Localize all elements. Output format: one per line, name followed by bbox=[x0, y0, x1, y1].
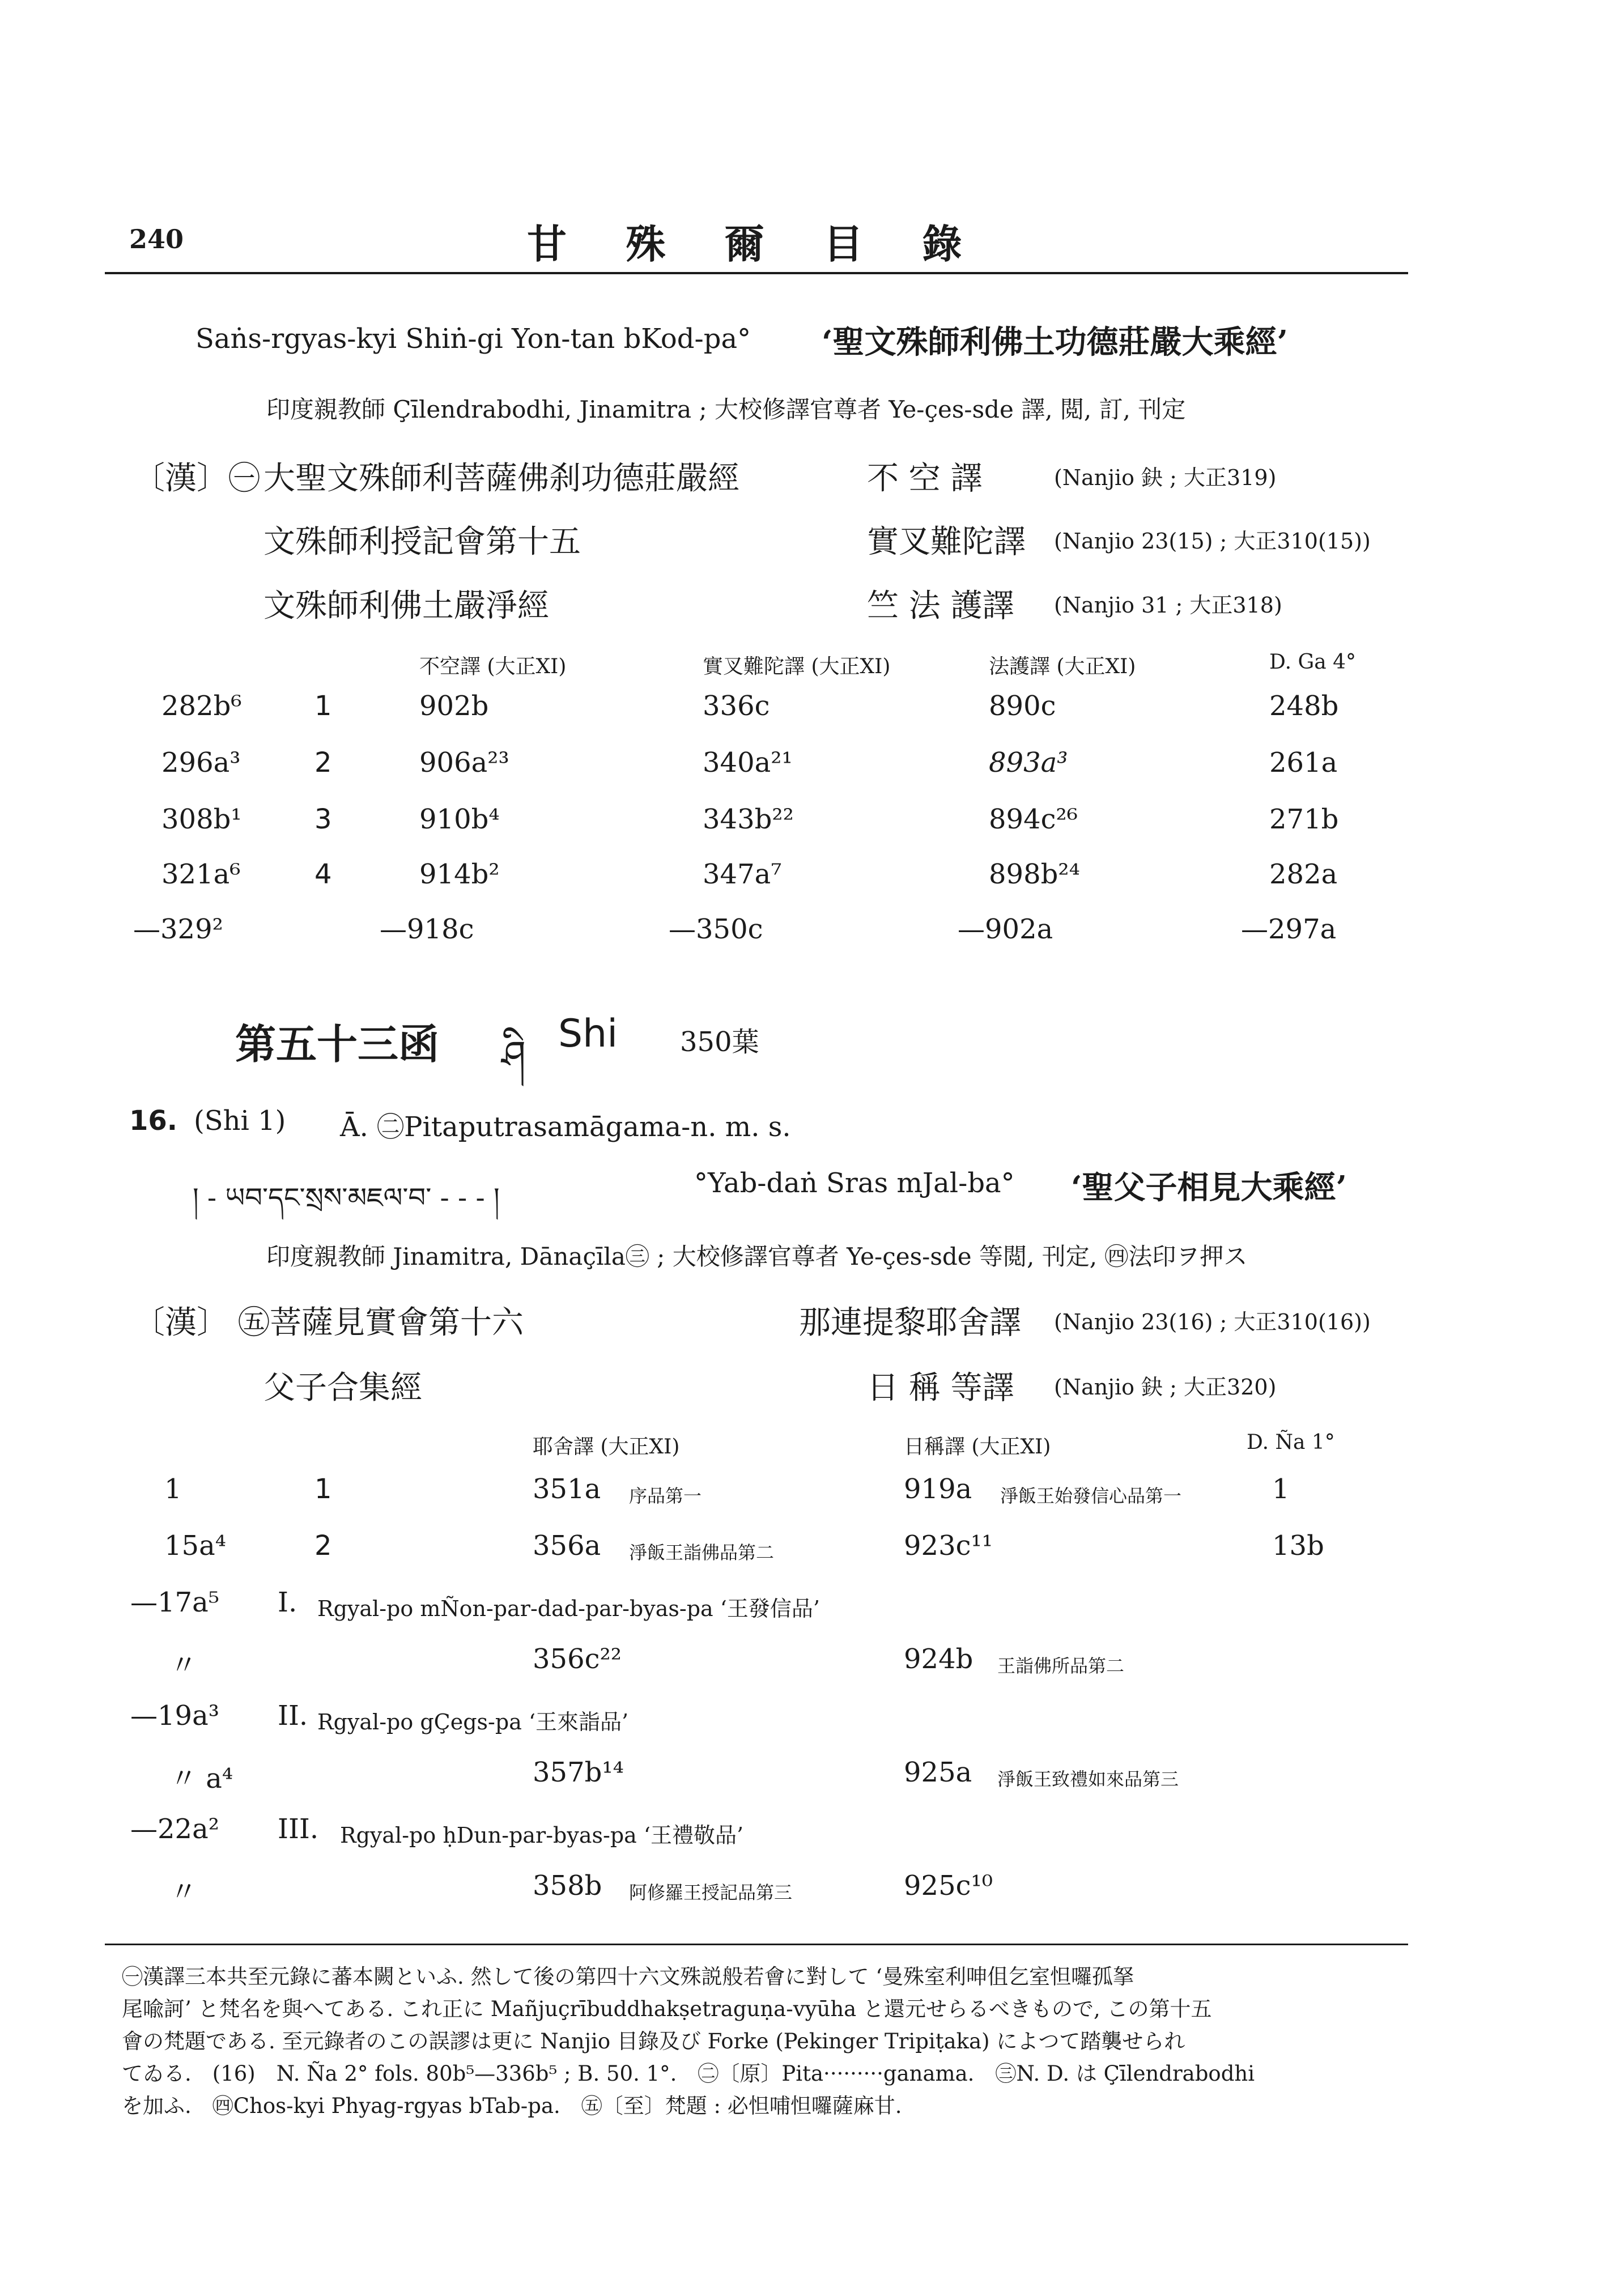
table-cell: 890c bbox=[989, 690, 1056, 722]
table-cell: 914b² bbox=[419, 858, 500, 890]
table-cell: —22a² bbox=[130, 1813, 219, 1845]
chinese-ref: (Nanjio 31 ; 大正318) bbox=[1054, 593, 1282, 618]
entry16-sanskrit-title: Ā. ㊁Pitaputrasamāgama-n. m. s. bbox=[340, 1111, 791, 1143]
table-note: 王詣佛所品第二 bbox=[997, 1655, 1125, 1677]
table-cell: —297a bbox=[1241, 913, 1337, 945]
chinese-ref: (Nanjio 23(15) ; 大正310(15)) bbox=[1054, 529, 1371, 554]
table-cell: 〃 bbox=[170, 1649, 198, 1681]
table-cell: 925c¹⁰ bbox=[904, 1870, 993, 1902]
entry16-translators: 印度親教師 Jinamitra, Dānaçīla㊂ ; 大校修譯官尊者 Ye-çes-sde 等閲, 刊定, ㊃法印ヲ押ス bbox=[266, 1243, 1248, 1270]
chinese-translator: 竺 法 護譯 bbox=[867, 588, 1014, 624]
table-cell: 358b bbox=[533, 1870, 602, 1902]
table-note: 淨飯王致禮如來品第三 bbox=[997, 1768, 1179, 1790]
chinese-title: 文殊師利佛土嚴淨經 bbox=[263, 588, 549, 624]
chinese-title: 大聖文殊師利菩薩佛刹功德莊嚴經 bbox=[263, 460, 739, 497]
entry15-translators: 印度親教師 Çīlendrabodhi, Jinamitra ; 大校修譯官尊者 Ye-çes-sde 譯, 閲, 訂, 刊定 bbox=[266, 396, 1186, 423]
chinese-translator: 那連提黎耶舍譯 bbox=[799, 1304, 1021, 1341]
table-cell: 902b bbox=[419, 690, 489, 722]
entry16-tibetan-title: °Yab-daṅ Sras mJal-ba° bbox=[694, 1167, 1015, 1199]
table-cell: 2 bbox=[314, 747, 332, 779]
table-note: 淨飯王始發信心品第一 bbox=[1000, 1485, 1182, 1507]
table-header: D. Ña 1° bbox=[1247, 1431, 1335, 1454]
chinese-translator: 日 稱 等譯 bbox=[867, 1370, 1014, 1406]
table-cell: 925a bbox=[904, 1757, 972, 1788]
table-cell: 282a bbox=[1269, 858, 1338, 890]
volume-roman: Shi bbox=[558, 1011, 618, 1056]
footnote-line: てゐる. (16) N. Ña 2° fols. 80b⁵—336b⁵ ; B. 50. 1°. ㊁〔原〕Pita·········ganama. ㊂N. D. は Çīlendrabodhi bbox=[122, 2061, 1255, 2086]
volume-title: 第五十三函 bbox=[235, 1021, 440, 1068]
chinese-title: ㊄菩薩見實會第十六 bbox=[238, 1304, 524, 1341]
table-cell: 15a⁴ bbox=[164, 1530, 226, 1562]
footnote-line: ㊀漢譯三本共至元錄に蕃本闕といふ. 然して後の第四十六文殊説般若會に對して ‘曼殊室利呻伹乞室怛囉孤拏 bbox=[122, 1965, 1134, 1989]
table-cell: 1 bbox=[1272, 1473, 1290, 1505]
table-cell: 271b bbox=[1269, 803, 1339, 835]
table-cell: —902a bbox=[958, 913, 1053, 945]
table-cell: —918c bbox=[380, 913, 474, 945]
header-rule bbox=[105, 272, 1408, 274]
table-cell: 321a⁶ bbox=[161, 858, 241, 890]
entry16-number: 16. bbox=[129, 1105, 178, 1137]
table-cell: 2 bbox=[314, 1530, 332, 1562]
entry16-ref: (Shi 1) bbox=[194, 1105, 286, 1137]
table-cell: 906a²³ bbox=[419, 747, 509, 779]
table-note: 淨飯王詣佛品第二 bbox=[629, 1542, 775, 1563]
table-cell: 356a bbox=[533, 1530, 601, 1562]
table-cell: 356c²² bbox=[533, 1643, 622, 1675]
table-cell: —329² bbox=[133, 913, 223, 945]
footnote-line: 會の梵題である. 至元錄者のこの誤謬は更に Nanjio 目錄及び Forke (Pekinger Tripiṭaka) によつて踏襲せられ bbox=[122, 2029, 1185, 2053]
table-cell: I. bbox=[278, 1587, 297, 1618]
table-cell: 893a³ bbox=[989, 747, 1068, 779]
table-cell: 910b⁴ bbox=[419, 803, 500, 835]
table-header: 實叉難陀譯 (大正XI) bbox=[703, 655, 891, 678]
table-cell: Rgyal-po mÑon-par-dad-par-byas-pa ‘王發信品’ bbox=[317, 1596, 820, 1621]
chinese-translator: 實叉難陀譯 bbox=[867, 524, 1026, 560]
table-cell: 13b bbox=[1272, 1530, 1324, 1562]
table-header: 法護譯 (大正XI) bbox=[989, 655, 1136, 678]
table-cell: 1 bbox=[164, 1473, 182, 1505]
table-cell: 261a bbox=[1269, 747, 1338, 779]
table-cell: 308b¹ bbox=[161, 803, 242, 835]
table-cell: Rgyal-po ḥDun-par-byas-pa ‘王禮敬品’ bbox=[340, 1823, 744, 1848]
table-cell: Rgyal-po gÇegs-pa ‘王來詣品’ bbox=[317, 1710, 629, 1734]
entry16-japanese-title: ‘聖父子相見大乘經’ bbox=[1071, 1169, 1347, 1206]
table-cell: 347a⁷ bbox=[703, 858, 782, 890]
entry16-tibetan-script: ། - ཡབ་དང་སྲས་མཇལ་བ་ - - - ། bbox=[193, 1182, 500, 1214]
table-cell: 1 bbox=[314, 690, 332, 722]
chinese-title: 文殊師利授記會第十五 bbox=[263, 524, 581, 560]
table-cell: —17a⁵ bbox=[130, 1587, 219, 1618]
table-cell: 894c²⁶ bbox=[989, 803, 1078, 835]
footnote-line: を加ふ. ㊃Chos-kyi Phyag-rgyas bTab-pa. ㊄〔至〕梵題 : 必怛哺怛囉薩麻甘. bbox=[122, 2094, 902, 2118]
chinese-ref: (Nanjio 鈌 ; 大正319) bbox=[1054, 465, 1277, 490]
table-header: 耶舍譯 (大正XI) bbox=[533, 1435, 680, 1459]
table-cell: 924b bbox=[904, 1643, 973, 1675]
entry15-han-label: 〔漢〕㊀ bbox=[133, 460, 260, 497]
table-cell: 351a bbox=[533, 1473, 601, 1505]
table-note: 序品第一 bbox=[629, 1485, 702, 1507]
table-cell: —350c bbox=[669, 913, 763, 945]
table-cell: 282b⁶ bbox=[161, 690, 242, 722]
table-cell: 248b bbox=[1269, 690, 1339, 722]
chinese-ref: (Nanjio 鈌 ; 大正320) bbox=[1054, 1375, 1277, 1400]
chinese-ref: (Nanjio 23(16) ; 大正310(16)) bbox=[1054, 1309, 1371, 1334]
table-cell: III. bbox=[278, 1813, 319, 1845]
table-cell: 898b²⁴ bbox=[989, 858, 1080, 890]
entry15-japanese-title: ‘聖文殊師利佛土功德莊嚴大乘經’ bbox=[822, 324, 1288, 361]
table-header: D. Ga 4° bbox=[1269, 650, 1357, 674]
table-cell: 923c¹¹ bbox=[904, 1530, 993, 1562]
table-cell: 296a³ bbox=[161, 747, 241, 779]
table-note: 阿修羅王授記品第三 bbox=[629, 1882, 793, 1903]
table-cell: —19a³ bbox=[130, 1700, 219, 1732]
table-cell: II. bbox=[278, 1700, 308, 1732]
table-cell: 336c bbox=[703, 690, 770, 722]
table-cell: 〃 bbox=[170, 1876, 198, 1908]
chinese-translator: 不 空 譯 bbox=[867, 460, 983, 497]
page-number: 240 bbox=[129, 224, 184, 254]
table-cell: 4 bbox=[314, 858, 332, 890]
table-cell: 343b²² bbox=[703, 803, 794, 835]
entry16-han-label: 〔漢〕 bbox=[133, 1304, 228, 1341]
table-cell: 919a bbox=[904, 1473, 972, 1505]
footnote-rule bbox=[105, 1944, 1408, 1945]
entry15-tibetan-title: Saṅs-rgyas-kyi Shiṅ-gi Yon-tan bKod-pa° bbox=[195, 323, 751, 355]
running-title: 甘 殊 爾 目 錄 bbox=[527, 220, 985, 267]
table-cell: 〃 a⁴ bbox=[170, 1763, 233, 1795]
chinese-title: 父子合集經 bbox=[263, 1370, 422, 1406]
table-cell: 1 bbox=[314, 1473, 332, 1505]
table-header: 日稱譯 (大正XI) bbox=[904, 1435, 1051, 1459]
table-cell: 3 bbox=[314, 803, 332, 835]
volume-tibetan-glyph: ཤི bbox=[501, 1033, 526, 1078]
table-cell: 340a²¹ bbox=[703, 747, 793, 779]
table-cell: 357b¹⁴ bbox=[533, 1757, 624, 1788]
footnote-line: 尾喩訶’ と梵名を與へてある. これ正に Mañjuçrībuddhakṣetraguṇa-vyūha と還元せらるべきもので, この第十五 bbox=[122, 1997, 1212, 2021]
table-header: 不空譯 (大正XI) bbox=[419, 655, 567, 678]
volume-leaves: 350葉 bbox=[680, 1026, 759, 1058]
